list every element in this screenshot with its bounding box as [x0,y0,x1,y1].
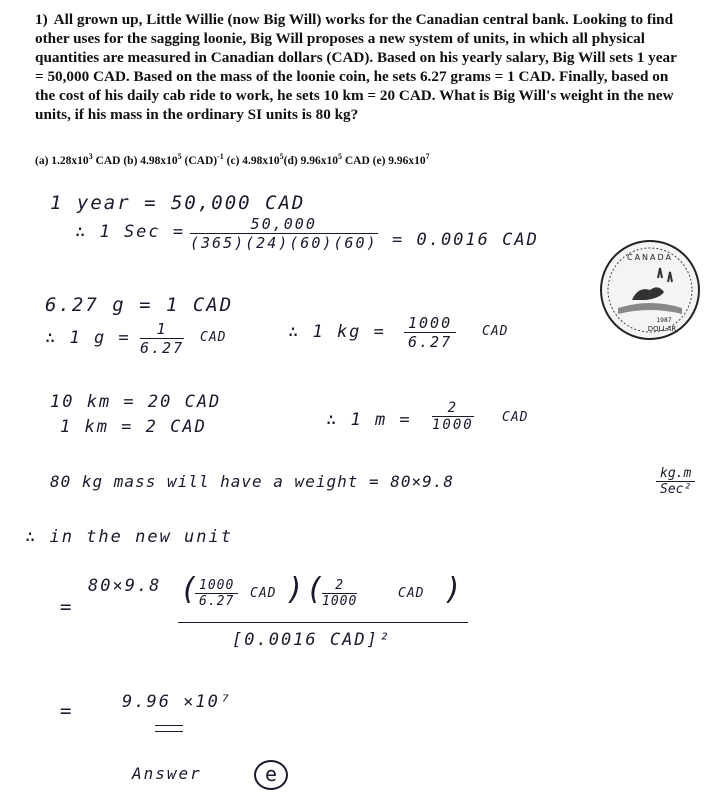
work-coefficient: 80×9.8 [88,576,162,596]
fraction-denominator: Sec² [660,482,692,497]
fraction-numerator: 2 [322,578,357,594]
close-open-paren: )( [286,572,327,607]
work-unit-cad: CAD [502,410,529,425]
work-line-m-prefix: ∴ 1 m = [326,410,412,430]
work-line-new-unit: ∴ in the new unit [25,527,233,547]
coin-year: 1987 [656,317,672,324]
fraction-numerator: kg.m [656,466,695,482]
work-result: 9.96 ×10⁷ [122,692,233,712]
problem-number: 1) [35,11,48,28]
work-equals-1: = [60,596,74,618]
choice-e: (e) $9.96x10^7$ [372,152,430,167]
work-line-gram-prefix: ∴ 1 g = [45,328,131,348]
work-unit-cad: CAD [482,324,509,339]
answer-choices [35,152,705,167]
work-fraction-kg [404,314,456,351]
fraction-denominator: 6.27 [199,594,235,609]
coin-icon [598,238,702,342]
coin-bottom-text: DOLLAR [647,325,677,333]
loonie-coin-image [598,238,702,347]
work-fraction-units [656,466,695,497]
answer-label: Answer [132,764,202,783]
fraction-denominator: 1000 [432,417,474,433]
work-line-one-km: 1 km = 2 CAD [60,417,207,437]
choice-a: (a) $1.28x10^3$ CAD [35,152,121,167]
work-denominator: [0.0016 CAD]² [232,630,392,650]
factor2-unit: CAD [398,586,425,601]
work-line-sec-result: = 0.0016 CAD [392,230,539,250]
work-fraction-factor1 [195,578,238,609]
choice-b: (b) $4.98x10^5$ (CAD)$^{-1}$ [123,152,224,167]
fraction-denominator: 6.27 [408,333,453,351]
fraction-numerator: 2 [432,400,474,417]
work-unit-cad: CAD [200,330,227,345]
work-line-km: 10 km = 20 CAD [50,392,222,412]
problem-statement [35,10,685,124]
fraction-denominator: 1000 [322,594,358,609]
result-underline [155,725,183,726]
work-fraction-factor2 [322,578,357,609]
work-fraction-sec [190,215,378,252]
fraction-numerator: 1000 [195,578,238,594]
work-line-year: 1 year = 50,000 CAD [50,192,306,214]
open-paren: ( [180,572,201,607]
main-fraction-bar [178,622,468,623]
fraction-denominator: (365)(24)(60)(60) [190,234,378,252]
work-line-kg-prefix: ∴ 1 kg = [288,322,386,342]
work-equals-2: = [60,700,74,722]
fraction-numerator: 50,000 [190,215,378,234]
coin-top-text: CANADA [626,253,674,262]
work-line-grams: 6.27 g = 1 CAD [45,294,234,316]
work-fraction-m [432,400,474,433]
fraction-numerator: 1000 [404,314,456,333]
work-line-sec-prefix: ∴ 1 Sec = [75,222,186,242]
problem-text: All grown up, Little Willie (now Big Will) works for the Canadian central bank. Looking to find other uses for the sagging loonie, Big Will proposes a new system of units, in which all physical quantities are measured in Canadian dollars (CAD). Based on his yearly salary, Big Will sets 1 year = 50,000 CAD. Based on the mass of the loonie coin, he sets 6.27 grams = 1 CAD. Finally, based on the cost of his daily cab ride to work, he sets 10 km = 20 CAD. What is Big Will's weight in the new units, if his mass in the ordinary SI units is 80 kg? [35,11,677,123]
fraction-numerator: 1 [140,320,184,339]
result-underline [155,731,183,732]
work-line-weight: 80 kg mass will have a weight = 80×9.8 [50,472,455,491]
work-fraction-gram [140,320,184,357]
answer-circle: e [254,760,288,790]
factor1-unit: CAD [250,586,277,601]
choice-c: (c) $4.98x10^5$ [226,152,284,167]
fraction-denominator: 6.27 [140,339,185,357]
close-paren: ) [444,572,465,607]
choice-d: (d) $9.96x10^5$ CAD [283,152,370,167]
